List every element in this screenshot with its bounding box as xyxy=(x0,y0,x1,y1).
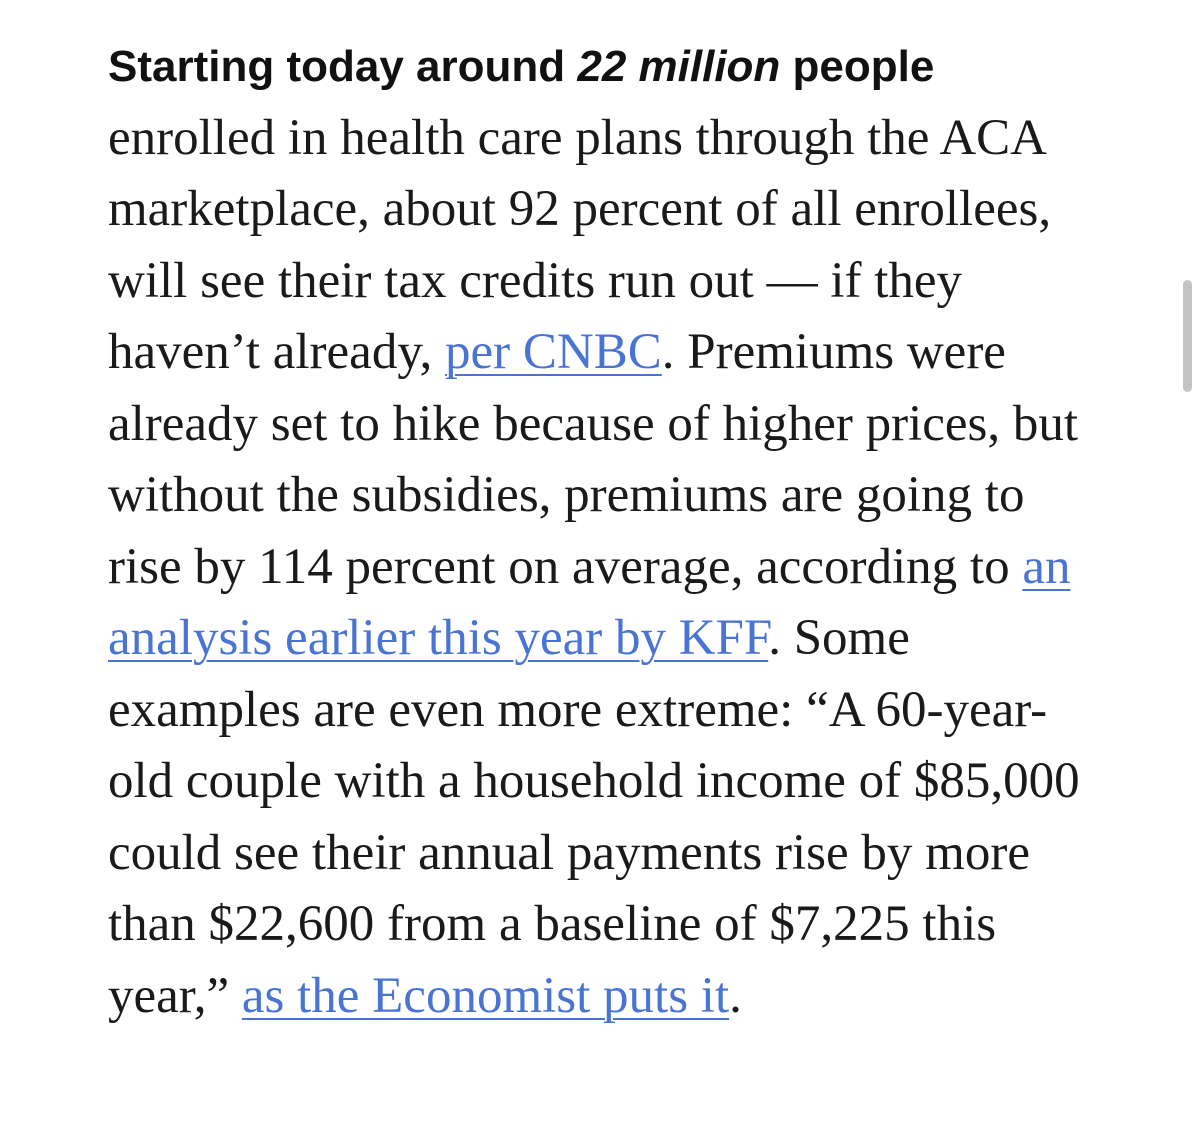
body-text-segment-4: . xyxy=(729,967,742,1024)
article-body xyxy=(108,30,1108,1032)
lead-sentence xyxy=(108,42,934,91)
kff-analysis-link[interactable]: an analysis earlier this year by KFF xyxy=(108,538,1071,666)
article-paragraph xyxy=(108,30,1108,1032)
lead-text-start: Starting today around xyxy=(108,42,578,91)
economist-link[interactable]: as the Economist puts it xyxy=(241,967,730,1024)
scrollbar-thumb[interactable] xyxy=(1183,280,1192,392)
lead-emphasis: 22 million xyxy=(577,42,781,91)
lead-text-end: people xyxy=(780,42,935,91)
vertical-scrollbar[interactable] xyxy=(1180,0,1194,1147)
body-text-segment-2: . Premiums were already set to hike because of higher prices, but without the subsidies, premiums are going to rise by 114 percent on average, according to xyxy=(108,324,1079,595)
body-text-segment-3: . Some examples are even more extreme: “A 60-year-old couple with a household income of $85,000 could see their annual payments rise by more than $22,600 from a baseline of $7,225 this year,” xyxy=(108,610,1080,1024)
body-text-segment-1: enrolled in health care plans through the ACA marketplace, about 92 percent of all enrollees, will see their tax credits run out — if they haven’t already, xyxy=(108,109,1052,380)
cnbc-link[interactable]: per CNBC xyxy=(445,324,662,380)
